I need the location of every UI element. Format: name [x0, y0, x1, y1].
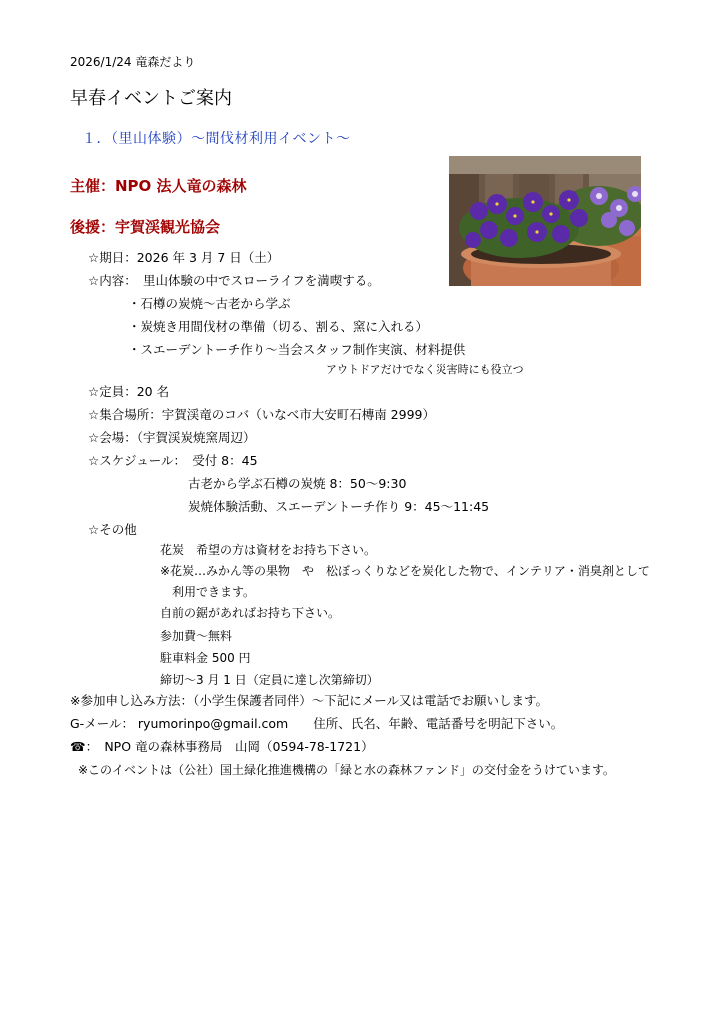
page-title: 早春イベントご案内	[70, 88, 232, 109]
email-line: G-メール： ryumorinpo@gmail.com 住所、氏名、年齢、電話番号を明記下さい。	[70, 716, 564, 731]
date-line: 2026/1/24 竜森だより	[70, 55, 196, 69]
detail-item: ・スエーデントーチ作り～当会スタッフ制作実演、材料提供	[128, 342, 466, 357]
other-item: 締切～3 月 1 日（定員に達し次第締切）	[160, 673, 379, 687]
phone-icon: ☎	[70, 739, 86, 754]
phone-text: ： NPO 竜の森林事務局 山岡（0594-78-1721）	[85, 739, 374, 754]
event-title: １．（里山体験）～間伐材利用イベント～	[82, 131, 351, 147]
sponsor: 後援：宇賀渓観光協会	[70, 218, 221, 236]
detail-meeting-place: ☆集合場所：宇賀渓竜のコバ（いなべ市大安町石槫南 2999）	[88, 407, 435, 422]
footnote: ※このイベントは（公社）国土緑化推進機構の「緑と水の森林ファンド」の交付金をうけています。	[78, 763, 615, 777]
phone-line	[70, 739, 374, 755]
application-method: ※参加申し込み方法：（小学生保護者同伴）～下記にメール又は電話でお願いします。	[70, 693, 548, 708]
detail-schedule-label: ☆スケジュール： 受付 8：45	[88, 453, 258, 468]
other-item: 自前の鋸があればお持ち下さい。	[160, 606, 341, 620]
detail-item: ・炭焼き用間伐材の準備（切る、割る、窯に入れる）	[128, 319, 429, 334]
organizer: 主催：NPO 法人竜の森林	[70, 177, 247, 195]
detail-item-note: アウトドアだけでなく災害時にも役立つ	[326, 363, 524, 376]
detail-capacity: ☆定員：20 名	[88, 384, 170, 399]
other-item: ※花炭…みかん等の果物 や 松ぼっくりなどを炭化した物で、インテリア・消臭剤として	[160, 564, 650, 578]
detail-venue: ☆会場：（宇賀渓炭焼窯周辺）	[88, 430, 256, 445]
detail-content: ☆内容： 里山体験の中でスローライフを満喫する。	[88, 273, 380, 288]
other-item: 花炭 希望の方は資材をお持ち下さい。	[160, 543, 377, 557]
detail-date: ☆期日：2026 年 3 月 7 日（土）	[88, 250, 280, 265]
detail-item: ・石樽の炭焼～古老から学ぶ	[128, 296, 291, 311]
detail-other-label: ☆その他	[88, 522, 137, 537]
other-item: 駐車料金 500 円	[160, 651, 251, 665]
pansy-flower-pots-photo	[449, 156, 641, 286]
schedule-item: 古老から学ぶ石樽の炭焼 8：50～9:30	[188, 476, 407, 491]
schedule-item: 炭焼体験活動、スエーデントーチ作り 9：45～11:45	[188, 499, 490, 514]
other-item: 参加費～無料	[160, 629, 233, 643]
other-item: 利用できます。	[172, 585, 256, 599]
